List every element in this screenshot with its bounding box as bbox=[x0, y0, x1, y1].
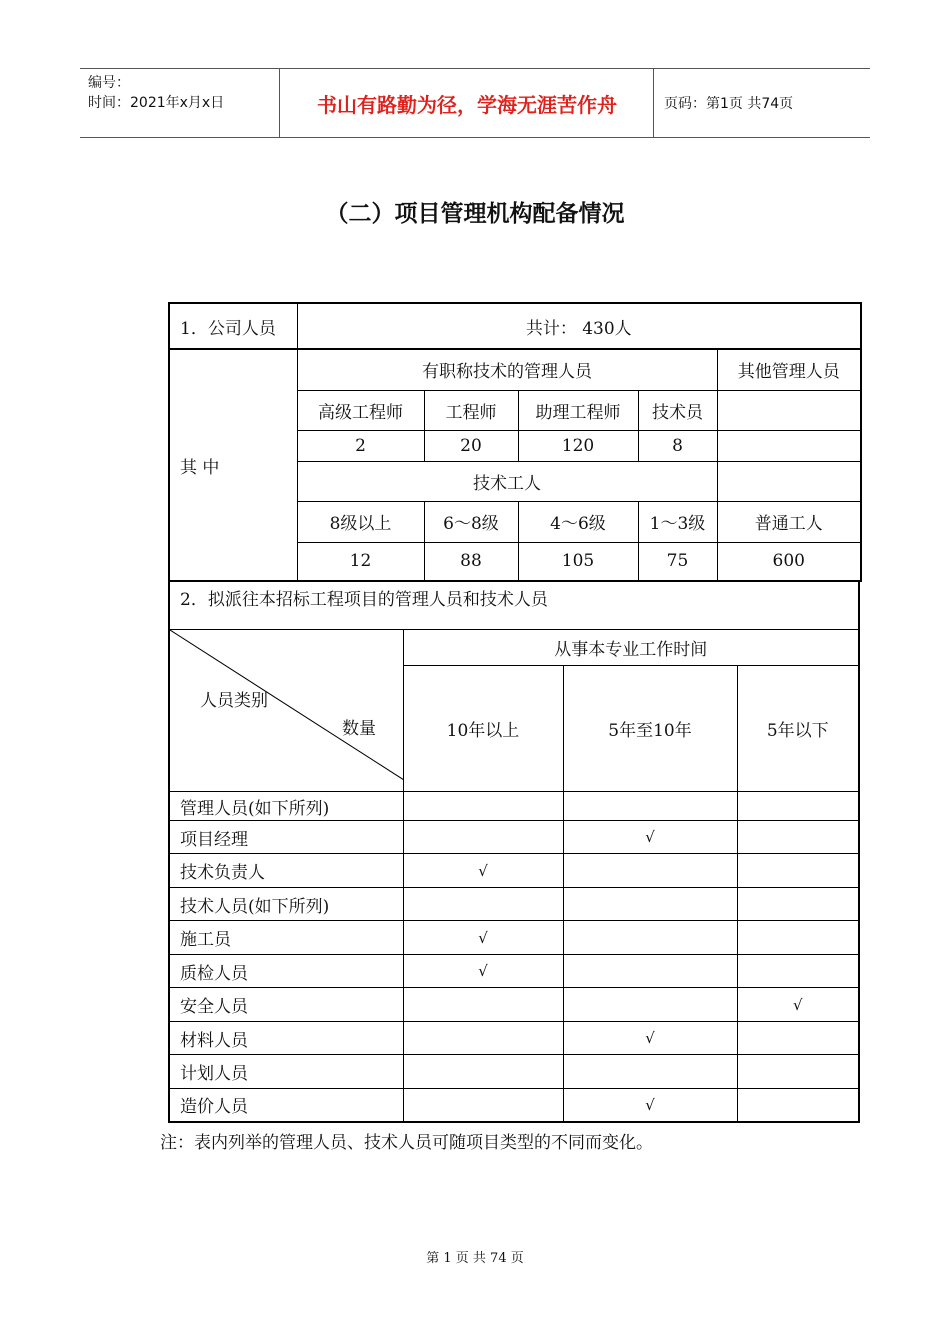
page-footer: 第 1 页 共 74 页 bbox=[426, 1251, 524, 1266]
diagonal-header-cell bbox=[169, 630, 403, 792]
check-mark-cell bbox=[737, 1055, 859, 1089]
staff-row-label: 计划人员 bbox=[169, 1055, 403, 1089]
work-time-header: 10年以上 bbox=[403, 666, 563, 792]
staff-row-label: 材料人员 bbox=[169, 1022, 403, 1055]
check-mark-cell bbox=[403, 1055, 563, 1089]
managers-title: 有职称技术的管理人员 bbox=[297, 349, 717, 390]
staff-row bbox=[169, 921, 859, 955]
check-mark-cell bbox=[403, 988, 563, 1022]
staff-row bbox=[169, 854, 859, 888]
staff-row-label: 项目经理 bbox=[169, 821, 403, 854]
staff-row-label: 管理人员(如下所列) bbox=[169, 792, 403, 821]
quantity-label: 数量 bbox=[342, 719, 376, 739]
document-number-label: 编号： bbox=[88, 75, 130, 91]
check-mark-cell: √ bbox=[737, 988, 859, 1022]
check-mark-cell: √ bbox=[403, 955, 563, 988]
check-mark-cell bbox=[563, 921, 737, 955]
check-mark-cell bbox=[737, 792, 859, 821]
header-motto: 书山有路勤为径，学海无涯苦作舟 bbox=[281, 69, 654, 137]
manager-value-cell: 2 bbox=[297, 430, 424, 461]
worker-header-cell: 6～8级 bbox=[424, 501, 518, 542]
check-mark-cell bbox=[563, 955, 737, 988]
other-managers-value bbox=[717, 430, 861, 461]
check-mark-cell bbox=[737, 921, 859, 955]
check-mark-cell bbox=[403, 1022, 563, 1055]
staff-row-label: 安全人员 bbox=[169, 988, 403, 1022]
worker-header-cell: 4～6级 bbox=[518, 501, 638, 542]
check-mark-cell bbox=[563, 854, 737, 888]
check-mark-cell bbox=[403, 792, 563, 821]
check-mark-cell bbox=[737, 955, 859, 988]
check-mark-cell bbox=[737, 1089, 859, 1122]
check-mark-cell: √ bbox=[403, 921, 563, 955]
staff-row bbox=[169, 988, 859, 1022]
header-meta bbox=[80, 69, 280, 137]
breakdown-row-label: 其 中 bbox=[169, 349, 297, 581]
check-mark-cell bbox=[403, 821, 563, 854]
staff-row bbox=[169, 1055, 859, 1089]
check-mark-cell: √ bbox=[563, 821, 737, 854]
staff-row bbox=[169, 1089, 859, 1122]
table-note: 注：表内列举的管理人员、技术人员可随项目类型的不同而变化。 bbox=[160, 1133, 653, 1153]
company-staff-label: 1．公司人员 bbox=[169, 303, 297, 349]
assigned-staff-label: 2．拟派往本招标工程项目的管理人员和技术人员 bbox=[169, 581, 859, 630]
check-mark-cell bbox=[403, 1089, 563, 1122]
staff-row-label: 技术人员(如下所列) bbox=[169, 888, 403, 921]
company-staff-total: 共计： 430人 bbox=[297, 303, 861, 349]
staff-row bbox=[169, 955, 859, 988]
check-mark-cell bbox=[737, 854, 859, 888]
check-mark-cell bbox=[403, 888, 563, 921]
worker-value-cell: 75 bbox=[638, 542, 717, 581]
other-managers-cell bbox=[717, 390, 861, 430]
staff-row-label: 造价人员 bbox=[169, 1089, 403, 1122]
other-managers-header: 其他管理人员 bbox=[717, 349, 861, 390]
staff-category-label: 人员类别 bbox=[200, 691, 268, 711]
check-mark-cell: √ bbox=[563, 1022, 737, 1055]
header-page-number: 页码：第1页 共74页 bbox=[664, 96, 794, 112]
work-time-header: 5年至10年 bbox=[563, 666, 737, 792]
staff-row bbox=[169, 821, 859, 854]
assigned-staff-table bbox=[168, 580, 860, 1123]
company-staff-table bbox=[168, 302, 862, 582]
manager-value-cell: 120 bbox=[518, 430, 638, 461]
worker-value-cell: 600 bbox=[717, 542, 861, 581]
manager-header-cell: 工程师 bbox=[424, 390, 518, 430]
workers-title: 技术工人 bbox=[297, 461, 717, 501]
worker-header-cell: 普通工人 bbox=[717, 501, 861, 542]
check-mark-cell bbox=[563, 888, 737, 921]
check-mark-cell bbox=[737, 1022, 859, 1055]
check-mark-cell: √ bbox=[403, 854, 563, 888]
worker-header-cell: 1～3级 bbox=[638, 501, 717, 542]
staff-row-label: 施工员 bbox=[169, 921, 403, 955]
check-mark-cell: √ bbox=[563, 1089, 737, 1122]
staff-row bbox=[169, 888, 859, 921]
worker-value-cell: 105 bbox=[518, 542, 638, 581]
check-mark-cell bbox=[737, 888, 859, 921]
manager-value-cell: 20 bbox=[424, 430, 518, 461]
check-mark-cell bbox=[563, 988, 737, 1022]
manager-header-cell: 助理工程师 bbox=[518, 390, 638, 430]
page-title: （二）项目管理机构配备情况 bbox=[325, 201, 625, 227]
staff-row bbox=[169, 1022, 859, 1055]
check-mark-cell bbox=[563, 1055, 737, 1089]
worker-value-cell: 88 bbox=[424, 542, 518, 581]
work-time-header: 5年以下 bbox=[737, 666, 859, 792]
worker-header-cell: 8级以上 bbox=[297, 501, 424, 542]
staff-row-label: 技术负责人 bbox=[169, 854, 403, 888]
manager-header-cell: 高级工程师 bbox=[297, 390, 424, 430]
check-mark-cell bbox=[563, 792, 737, 821]
staff-row-label: 质检人员 bbox=[169, 955, 403, 988]
workers-title-blank bbox=[717, 461, 861, 501]
staff-row bbox=[169, 792, 859, 821]
page-header bbox=[80, 68, 870, 138]
check-mark-cell bbox=[737, 821, 859, 854]
manager-header-cell: 技术员 bbox=[638, 390, 717, 430]
worker-value-cell: 12 bbox=[297, 542, 424, 581]
manager-value-cell: 8 bbox=[638, 430, 717, 461]
document-time-label: 时间：2021年x月x日 bbox=[88, 95, 225, 111]
work-time-title: 从事本专业工作时间 bbox=[403, 630, 859, 666]
